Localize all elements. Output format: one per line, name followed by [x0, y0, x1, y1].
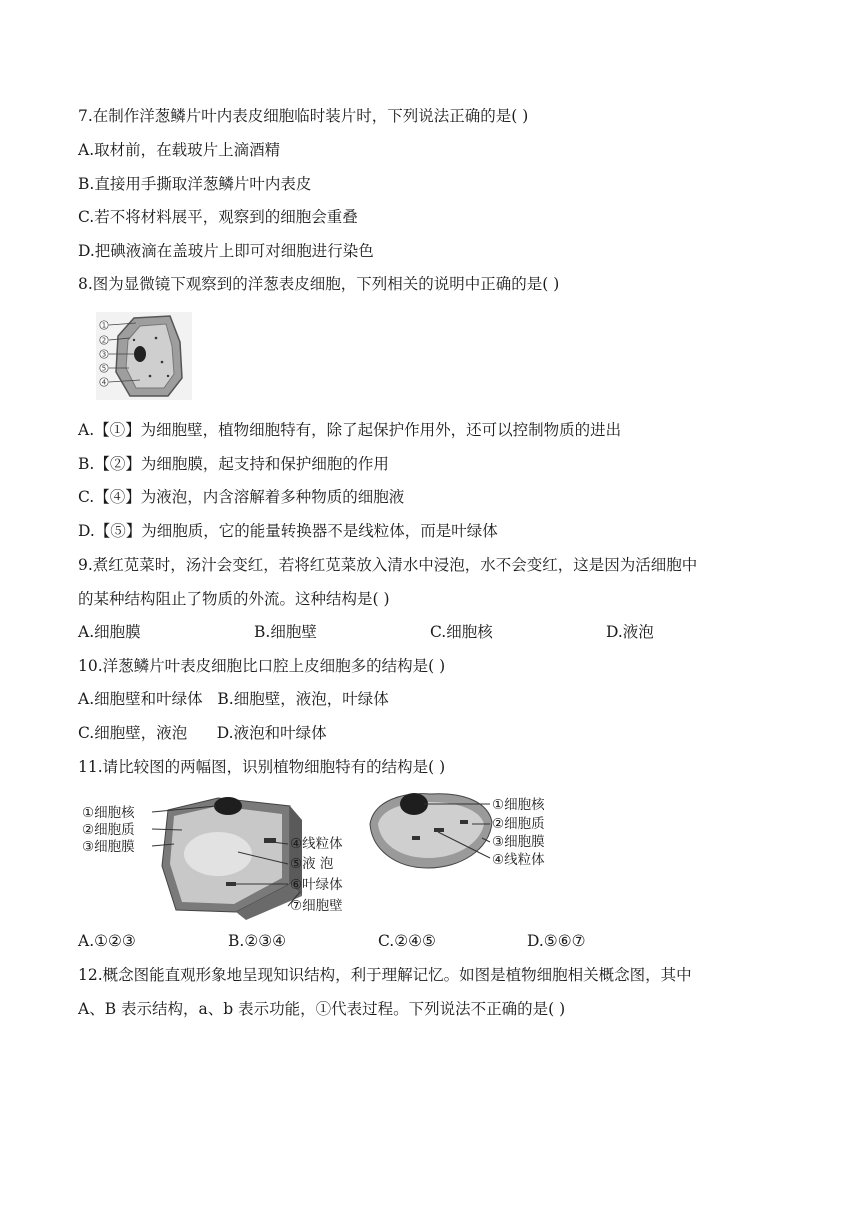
q8-option-c: C.【④】为液泡，内含溶解着多种物质的细胞液: [78, 488, 405, 506]
q7-option-c: C.若不将材料展平，观察到的细胞会重叠: [78, 208, 358, 226]
q11-options: [78, 931, 778, 951]
onion-cell-label-1: 1: [101, 321, 107, 330]
q12-stem-line2: A、B 表示结构，a、b 表示功能，①代表过程。下列说法不正确的是( ): [78, 1000, 566, 1018]
q7-option-a: A.取材前，在载玻片上滴酒精: [78, 141, 281, 159]
q9-stem-line2: 的某种结构阻止了物质的外流。这种结构是( ): [78, 590, 390, 608]
q9-stem-line1: 9.煮红苋菜时，汤汁会变红，若将红苋菜放入清水中浸泡，水不会变红，这是因为活细胞中: [78, 556, 698, 574]
q8-option-a: A.【①】为细胞壁，植物细胞特有，除了起保护作用外，还可以控制物质的进出: [78, 421, 622, 439]
q8-stem: 8.图为显微镜下观察到的洋葱表皮细胞，下列相关的说明中正确的是( ): [78, 275, 560, 293]
onion-cell-label-4: 5: [101, 364, 107, 373]
q11-option-d: D.⑤⑥⑦: [527, 932, 586, 950]
animal-cell-figure: [364, 788, 564, 872]
animal-label-mitochondria: ④线粒体: [492, 852, 545, 868]
plant-label-cytoplasm: ②细胞质: [82, 822, 135, 838]
plant-label-nucleus: ①细胞核: [82, 805, 135, 821]
q11-option-b: B.②③④: [228, 932, 287, 950]
animal-label-membrane: ③细胞膜: [492, 834, 545, 850]
q12-stem-line1: 12.概念图能直观形象地呈现知识结构，利于理解记忆。如图是植物细胞相关概念图，其中: [78, 966, 692, 984]
q11-stem: 11.请比较图的两幅图，识别植物细胞特有的结构是( ): [78, 758, 446, 776]
onion-cell-figure: [96, 312, 192, 400]
q11-option-c: C.②④⑤: [378, 932, 436, 950]
onion-cell-label-2: 2: [101, 336, 107, 345]
plant-cell-figure: [78, 792, 360, 920]
q9-option-d: D.液泡: [606, 623, 654, 641]
animal-label-cytoplasm: ②细胞质: [492, 816, 545, 832]
q10-stem: 10.洋葱鳞片叶表皮细胞比口腔上皮细胞多的结构是( ): [78, 657, 446, 675]
onion-cell-label-5: 4: [101, 378, 107, 387]
plant-label-vacuole: ⑤液 泡: [290, 856, 334, 872]
q7-stem: 7.在制作洋葱鳞片叶内表皮细胞临时装片时，下列说法正确的是( ): [78, 107, 529, 125]
q11-option-a: A.①②③: [78, 932, 136, 950]
q10-options-ab: A.细胞壁和叶绿体 B.细胞壁，液泡，叶绿体: [78, 690, 389, 708]
onion-cell-label-3: 3: [101, 350, 107, 359]
plant-label-cell-wall: ⑦细胞壁: [290, 898, 343, 914]
q8-option-b: B.【②】为细胞膜，起支持和保护细胞的作用: [78, 455, 389, 473]
q9-option-c: C.细胞核: [430, 623, 493, 641]
plant-label-mitochondria: ④线粒体: [290, 836, 343, 852]
q10-options-cd: C.细胞壁，液泡 D.液泡和叶绿体: [78, 724, 327, 742]
q7-option-d: D.把碘液滴在盖玻片上即可对细胞进行染色: [78, 242, 374, 260]
q9-option-a: A.细胞膜: [78, 623, 141, 641]
plant-label-chloroplast: ⑥叶绿体: [290, 877, 343, 893]
animal-label-nucleus: ①细胞核: [492, 797, 545, 813]
q7-option-b: B.直接用手撕取洋葱鳞片叶内表皮: [78, 175, 312, 193]
plant-label-membrane: ③细胞膜: [82, 839, 135, 855]
q9-option-b: B.细胞壁: [254, 623, 317, 641]
q8-option-d: D.【⑤】为细胞质，它的能量转换器不是线粒体，而是叶绿体: [78, 522, 498, 540]
q9-options: [78, 622, 778, 642]
